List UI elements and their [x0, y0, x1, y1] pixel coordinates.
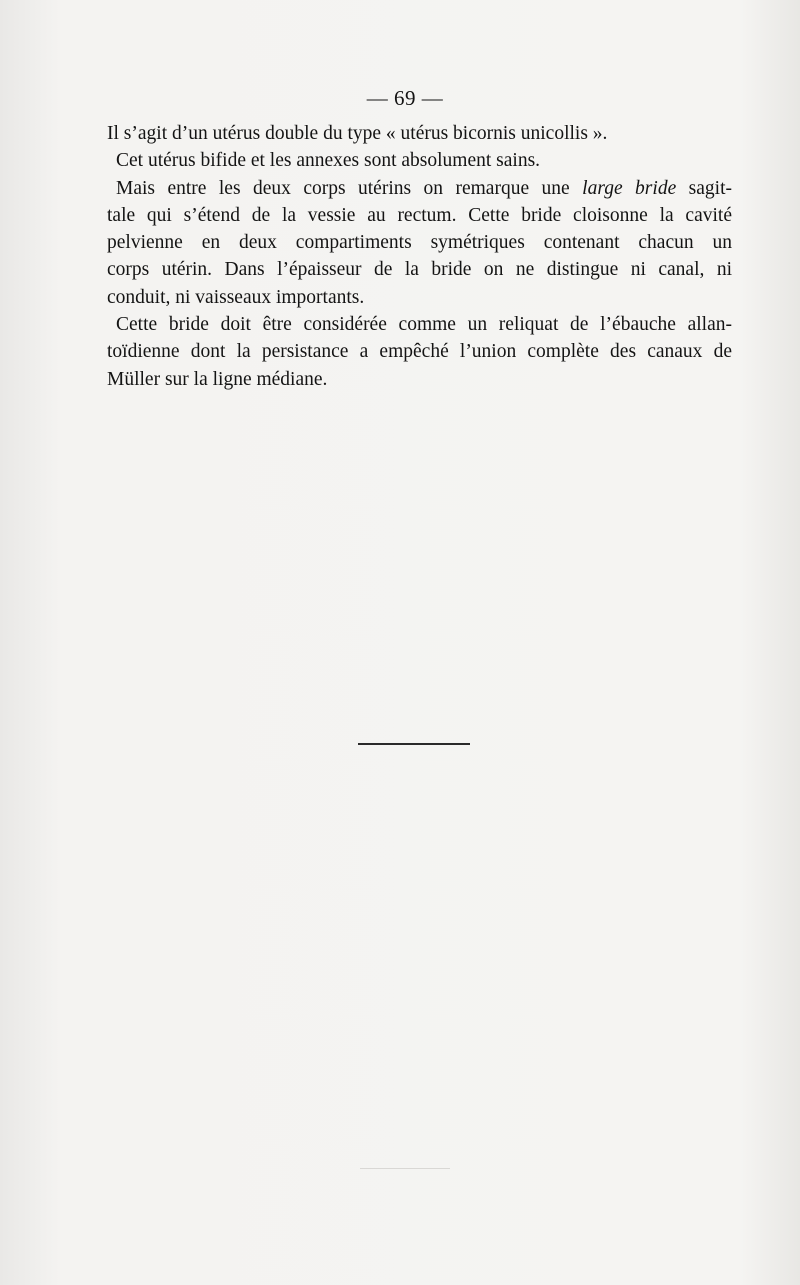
section-divider: [358, 743, 470, 745]
text-line-8: Cette bride doit être considérée comme un reliquat de l’ébauche allan-: [116, 314, 732, 336]
body-text: [107, 120, 732, 393]
text-line-3: [107, 175, 732, 202]
text-line-9: toïdienne dont la persistance a empêché l’union complète des canaux de: [107, 341, 732, 363]
text-line-3-end: sagit-: [676, 177, 733, 199]
text-line-6: corps utérin. Dans l’épaisseur de la bride on ne distingue ni canal, ni: [107, 259, 732, 281]
text-line-2: Cet utérus bifide et les annexes sont absolument sains.: [116, 150, 541, 172]
text-line-3-start: Mais entre les deux corps utérins on remarque une: [116, 177, 583, 199]
faint-divider: [360, 1168, 450, 1169]
text-line-5: pelvienne en deux compartiments symétriques contenant chacun un: [107, 232, 732, 254]
text-line-1: Il s’agit d’un utérus double du type « utérus bicornis unicollis ».: [107, 123, 608, 144]
text-line-10: Müller sur la ligne médiane.: [107, 368, 328, 390]
emphasis-large-bride: large bride: [582, 177, 677, 199]
text-line-4: tale qui s’étend de la vessie au rectum. Cette bride cloisonne la cavité: [107, 204, 732, 226]
text-line-7: conduit, ni vaisseaux importants.: [107, 286, 365, 308]
page-number: — 69 —: [366, 86, 444, 110]
